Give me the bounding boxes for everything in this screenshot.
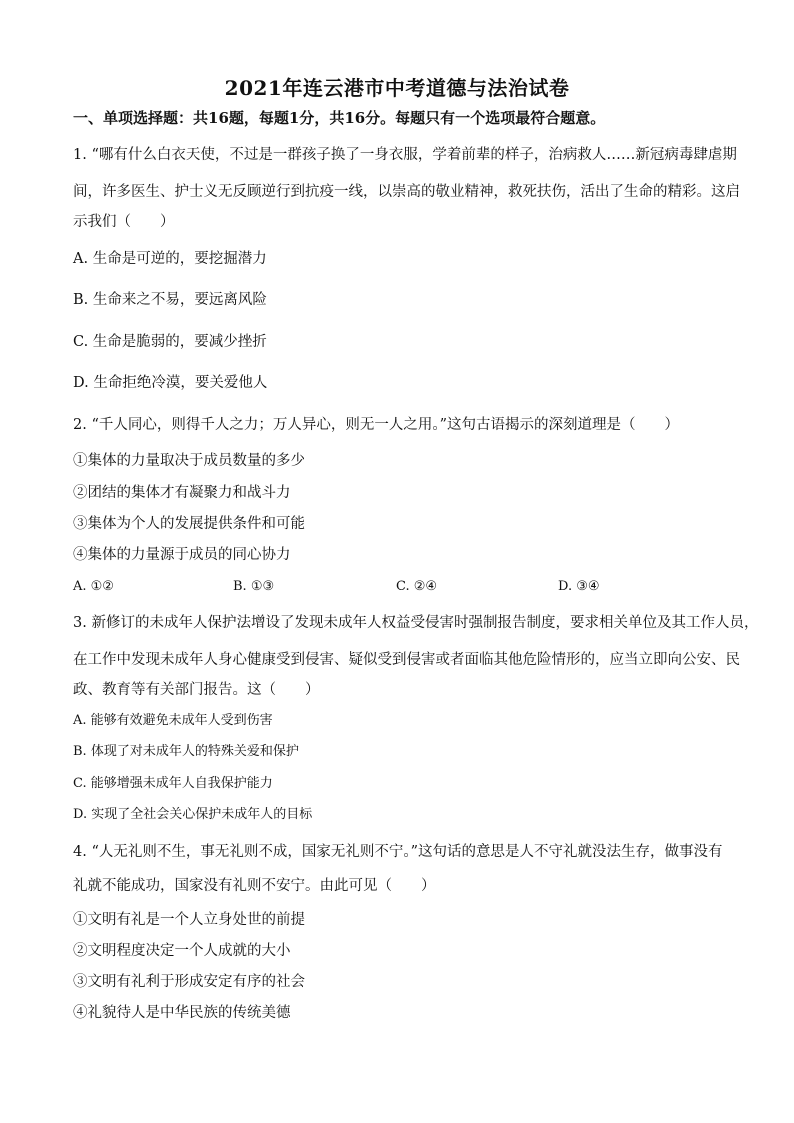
q2-stem-line-1: 2. “千人同心，则得千人之力；万人异心，则无一人之用。”这句古语揭示的深刻道理是（ ）: [73, 417, 680, 433]
q2-option-b: B. ①③: [233, 579, 275, 594]
q3-option-c: C. 能够增强未成年人自我保护能力: [73, 776, 273, 791]
q1-option-a: A. 生命是可逆的，要挖掘潜力: [73, 251, 267, 267]
q3-stem-line-3: 政、教育等有关部门报告。这（ ）: [73, 682, 320, 698]
q3-option-b: B. 体现了对未成年人的特殊关爱和保护: [73, 744, 299, 759]
q3-option-d: D. 实现了全社会关心保护未成年人的目标: [73, 807, 313, 822]
section-heading: 一、单项选择题：共16题，每题1分，共16分。每题只有一个选项最符合题意。: [73, 109, 606, 127]
q2-option-c: C. ②④: [396, 579, 438, 594]
q2-statement-3: ③集体为个人的发展提供条件和可能: [73, 516, 305, 532]
q2-option-a: A. ①②: [73, 579, 114, 594]
q2-statement-4: ④集体的力量源于成员的同心协力: [73, 547, 291, 563]
q1-stem-line-3: 示我们（ ）: [73, 214, 175, 230]
q3-option-a: A. 能够有效避免未成年人受到伤害: [73, 713, 273, 728]
q1-stem-line-2: 间，许多医生、护士义无反顾逆行到抗疫一线，以崇高的敬业精神，救死扶伤，活出了生命的精彩。这启: [73, 184, 740, 200]
q1-option-d: D. 生命拒绝冷漠，要关爱他人: [73, 375, 268, 391]
q3-stem-line-2: 在工作中发现未成年人身心健康受到侵害、疑似受到侵害或者面临其他危险情形的，应当立即向公安、民: [73, 652, 740, 668]
q4-stem-line-1: 4. “人无礼则不生，事无礼则不成，国家无礼则不宁。”这句话的意思是人不守礼就没法生存，做事没有: [73, 844, 723, 860]
q2-statement-2: ②团结的集体才有凝聚力和战斗力: [73, 485, 291, 501]
q4-stem-line-2: 礼就不能成功，国家没有礼则不安宁。由此可见（ ）: [73, 878, 436, 894]
page-title: 2021年连云港市中考道德与法治试卷: [224, 76, 570, 100]
q4-statement-3: ③文明有礼利于形成安定有序的社会: [73, 974, 305, 990]
q1-stem-line-1: 1. “哪有什么白衣天使，不过是一群孩子换了一身衣服，学着前辈的样子，治病救人……新冠病毒肆虐期: [73, 147, 737, 163]
q4-statement-1: ①文明有礼是一个人立身处世的前提: [73, 912, 305, 928]
q2-option-d: D. ③④: [558, 579, 600, 594]
q1-option-b: B. 生命来之不易，要远离风险: [73, 292, 267, 308]
q1-option-c: C. 生命是脆弱的，要减少挫折: [73, 334, 267, 350]
q4-statement-4: ④礼貌待人是中华民族的传统美德: [73, 1005, 291, 1021]
q3-stem-line-1: 3. 新修订的未成年人保护法增设了发现未成年人权益受侵害时强制报告制度，要求相关单位及其工作人员，: [73, 615, 759, 631]
q2-statement-1: ①集体的力量取决于成员数量的多少: [73, 453, 305, 469]
q4-statement-2: ②文明程度决定一个人成就的大小: [73, 943, 291, 959]
